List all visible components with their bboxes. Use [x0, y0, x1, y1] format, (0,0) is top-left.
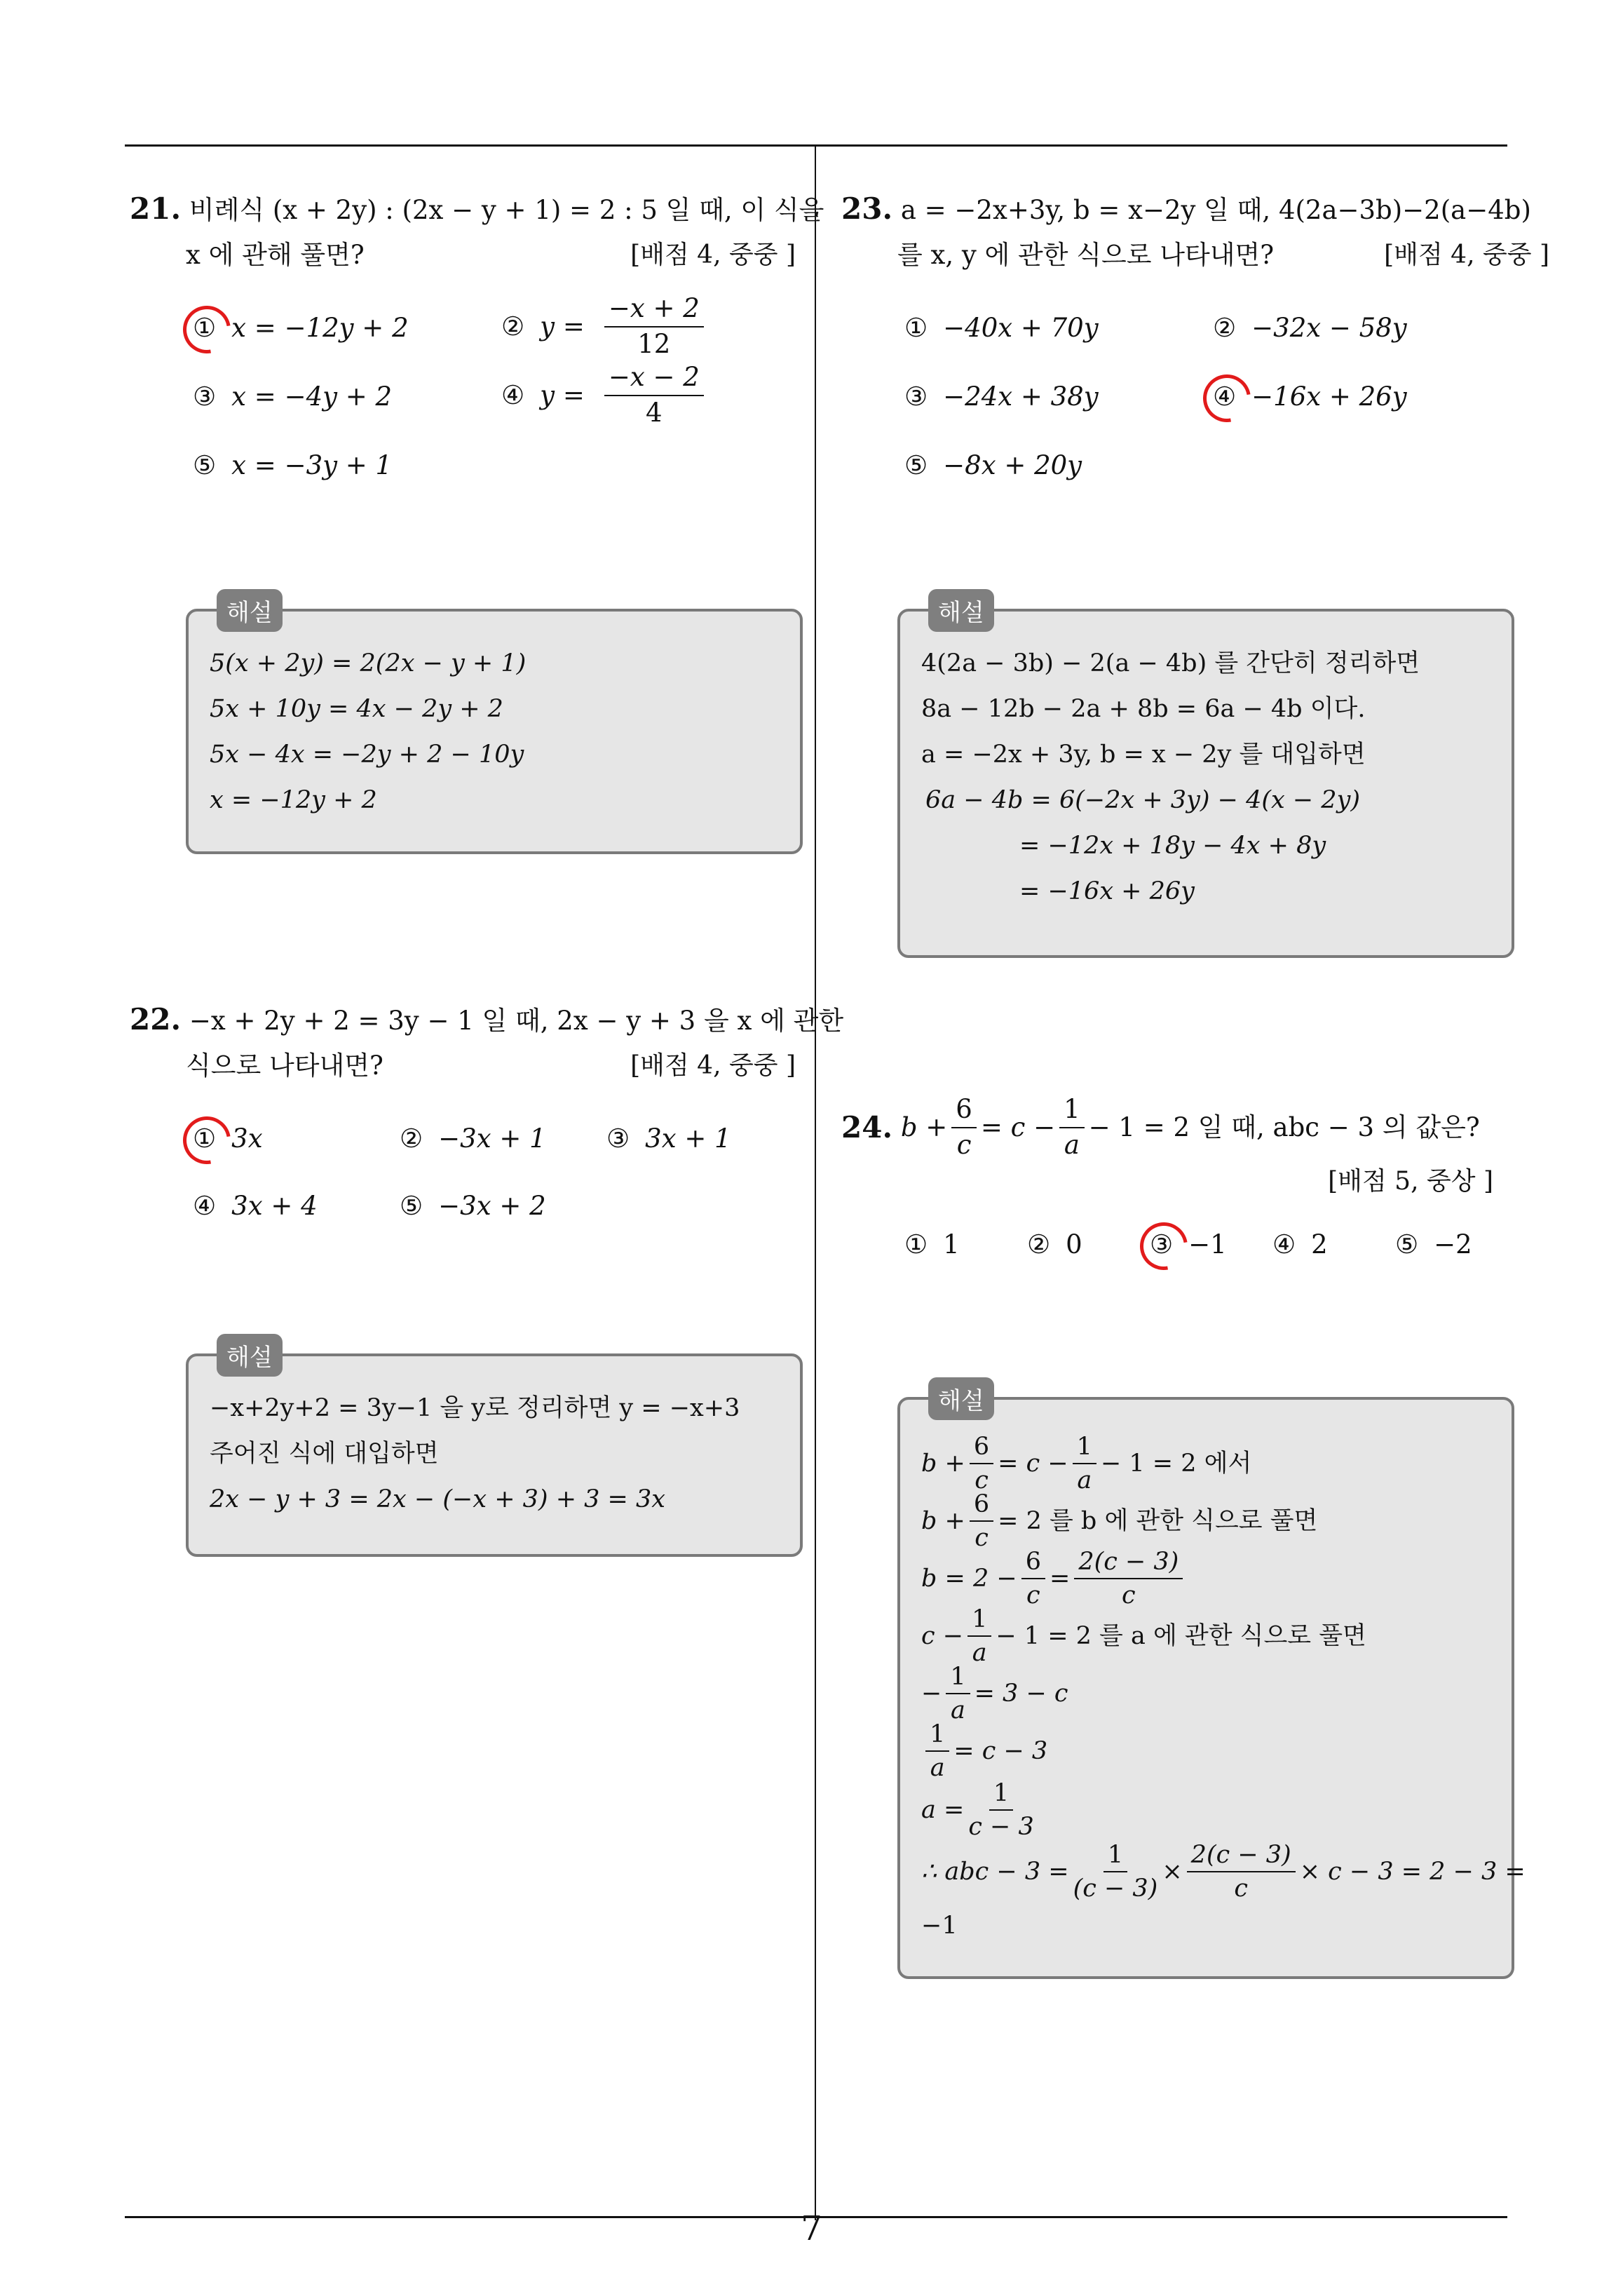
question-text: x 에 관해 풀면?	[186, 240, 365, 270]
choices	[130, 293, 796, 509]
fraction: $\frac{-x + 2}{12}$	[604, 295, 704, 358]
solution-line: c − $\frac{1}{a}$ − 1 = 2 를 a 에 관한 식으로 풀면	[921, 1605, 1366, 1667]
choice-3[interactable]: ③ x = −4y + 2	[193, 381, 393, 412]
choices	[841, 299, 1507, 509]
question-text: a = −2x+3y, b = x−2y 일 때, 4(2a−3b)−2(a−4b)	[900, 195, 1531, 225]
solution-line: a = −2x + 3y, b = x − 2y 를 대입하면	[921, 741, 1366, 769]
solution-line: $\frac{1}{a}$ = c − 3	[921, 1722, 1490, 1780]
choice-2[interactable]: ② y = $\frac{-x + 2}{12}$	[501, 295, 708, 358]
question-text: −x + 2y + 2 = 3y − 1 일 때, 2x − y + 3 을 x 에 관한	[189, 1006, 844, 1036]
solution-line: −x+2y+2 = 3y−1 을 y로 정리하면 y = −x+3	[210, 1394, 740, 1422]
choice-2[interactable]: ② 0	[1027, 1229, 1082, 1260]
question-text: 식으로 나타내면?	[186, 1051, 383, 1081]
choice-4[interactable]: ④ 3x + 4	[193, 1191, 318, 1221]
answer-circle	[1131, 1213, 1197, 1280]
choices	[130, 1123, 796, 1264]
solution-box-22	[186, 1344, 803, 1557]
solution-line: = −16x + 26y	[1019, 877, 1195, 905]
question-21	[130, 187, 824, 509]
solution-line: − $\frac{1}{a}$ = 3 − c	[921, 1662, 1068, 1724]
question-number: 22.	[130, 1002, 182, 1036]
question-number: 24.	[841, 1109, 893, 1144]
solution-box-21	[186, 599, 803, 854]
choice-5[interactable]: ⑤ −2	[1395, 1229, 1472, 1260]
choice-4[interactable]: ④ 2	[1272, 1229, 1328, 1260]
score-label: [배점 4, 중중 ]	[630, 1051, 796, 1080]
question-24: 24. b + $\frac{6}{c}$ = c − $\frac{1}{a}$ − 1 = 2 일 때, abc − 3 의 값은? [배점 5, 중상 ] ① 1 ② 0 ③ −1 ④ 2 ⑤ −2	[841, 1095, 1507, 1299]
solution-line: 2x − y + 3 = 2x − (−x + 3) + 3 = 3x	[210, 1485, 666, 1513]
choice-1[interactable]: ① x = −12y + 2	[193, 313, 409, 343]
choice-3[interactable]: ③ −24x + 38y	[904, 381, 1099, 412]
choice-2[interactable]: ② −3x + 1	[400, 1123, 546, 1154]
choice-5[interactable]: ⑤ x = −3y + 1	[193, 450, 393, 480]
solution-line: 5(x + 2y) = 2(2x − y + 1)	[210, 649, 527, 677]
solution-line: b + $\frac{6}{c}$ = c − $\frac{1}{a}$ − 1 = 2 에서	[921, 1432, 1252, 1494]
choice-2[interactable]: ② −32x − 58y	[1213, 313, 1407, 343]
solution-box-24	[897, 1387, 1526, 1979]
question-22	[130, 997, 844, 1264]
solution-line: 6a − 4b = 6(−2x + 3y) − 4(x − 2y)	[925, 786, 1361, 814]
question-text: 를 x, y 에 관한 식으로 나타내면?	[897, 240, 1275, 270]
question-number: 23.	[841, 191, 893, 226]
top-rule	[125, 144, 1507, 147]
choices	[841, 1229, 1507, 1299]
solution-line: = −12x + 18y − 4x + 8y	[1019, 832, 1326, 860]
question-text: − 1 = 2 일 때, abc − 3 의 값은?	[1088, 1112, 1480, 1142]
score-label: [배점 4, 중중 ]	[630, 241, 796, 269]
fraction: $\frac{6}{c}$	[951, 1095, 977, 1159]
solution-tab: 해설	[928, 1377, 994, 1420]
fraction: $\frac{-x - 2}{4}$	[604, 363, 704, 427]
solution-line: −1	[921, 1912, 958, 1940]
answer-circle	[174, 1107, 240, 1174]
solution-line: 5x − 4x = −2y + 2 − 10y	[210, 741, 524, 769]
choice-4[interactable]: ④ −16x + 26y	[1213, 381, 1407, 412]
choice-5[interactable]: ⑤ −8x + 20y	[904, 450, 1082, 480]
question-text: 비례식 (x + 2y) : (2x − y + 1) = 2 : 5 일 때, 이 식을	[189, 195, 824, 225]
solution-tab: 해설	[217, 589, 283, 632]
score-label: [배점 5, 중상 ]	[1328, 1167, 1493, 1196]
solution-line: b = 2 − $\frac{6}{c}$ = $\frac{2(c - 3)}{c}$	[921, 1550, 1490, 1607]
choice-5[interactable]: ⑤ −3x + 2	[400, 1191, 546, 1221]
choice-3[interactable]: ③ 3x + 1	[606, 1123, 731, 1154]
choice-1[interactable]: ① −40x + 70y	[904, 313, 1099, 343]
solution-line: a = $\frac{1}{c - 3}$	[921, 1778, 1034, 1841]
answer-circle	[174, 297, 240, 363]
solution-line: ∴ abc − 3 = $\frac{1}{(c - 3)}$ × $\frac{2(c - 3)}{c}$ × c − 3 = 2 − 3 =	[921, 1840, 1526, 1903]
choice-1[interactable]: ① 1	[904, 1229, 960, 1260]
fraction: $\frac{1}{a}$	[1059, 1095, 1085, 1159]
solution-line: 주어진 식에 대입하면	[210, 1440, 439, 1468]
choice-3[interactable]: ③ −1	[1150, 1229, 1227, 1260]
page-number: 7	[801, 2209, 822, 2248]
question-number: 21.	[130, 191, 182, 226]
answer-circle	[1194, 365, 1261, 432]
question-23	[841, 187, 1549, 509]
solution-line: 5x + 10y = 4x − 2y + 2	[210, 695, 503, 723]
choice-4[interactable]: ④ y = $\frac{-x - 2}{4}$	[501, 363, 708, 427]
solution-line: 8a − 12b − 2a + 8b = 6a − 4b 이다.	[921, 695, 1366, 723]
choice-1[interactable]: ① 3x	[193, 1123, 263, 1154]
solution-tab: 해설	[928, 589, 994, 632]
solution-box-23	[897, 599, 1514, 958]
solution-line: x = −12y + 2	[210, 786, 377, 814]
solution-line: 4(2a − 3b) − 2(a − 4b) 를 간단히 정리하면	[921, 649, 1420, 677]
solution-line: b + $\frac{6}{c}$ = 2 를 b 에 관한 식으로 풀면	[921, 1490, 1318, 1552]
solution-tab: 해설	[217, 1334, 283, 1377]
column-divider	[815, 144, 816, 2220]
score-label: [배점 4, 중중 ]	[1384, 241, 1549, 269]
